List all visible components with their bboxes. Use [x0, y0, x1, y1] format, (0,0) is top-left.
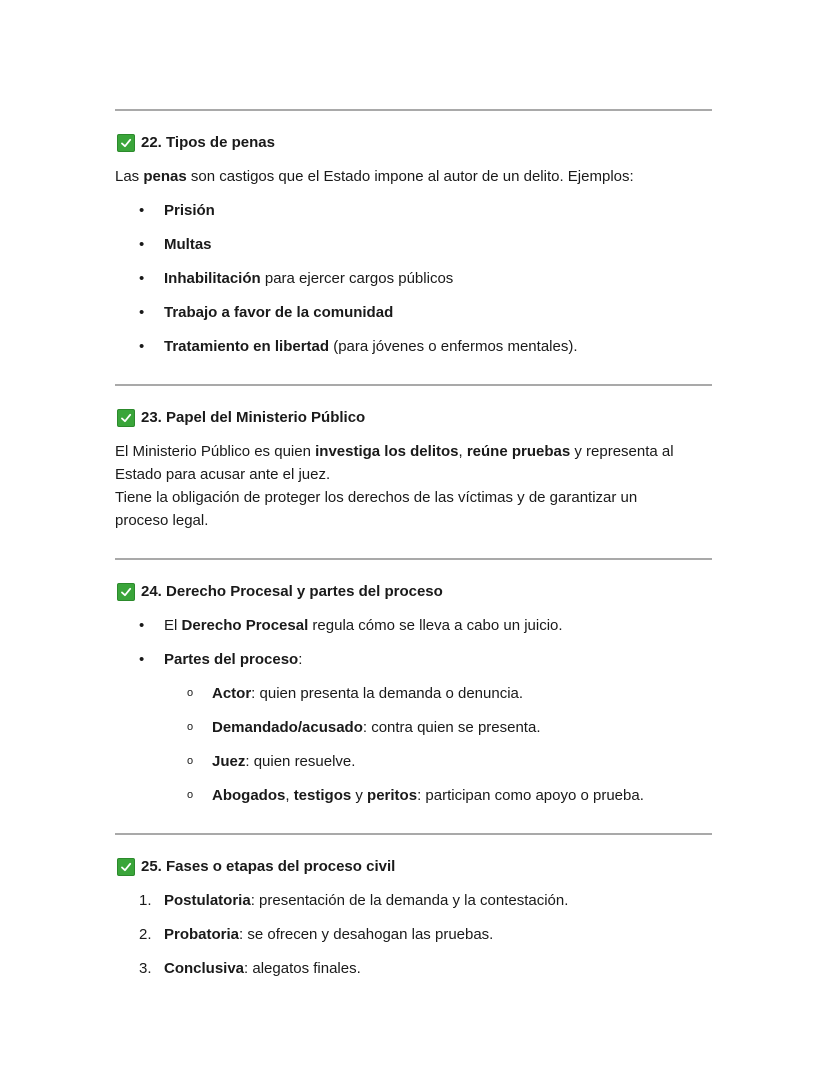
section-heading [115, 855, 712, 878]
text: : alegatos finales. [244, 960, 361, 977]
text: regula cómo se lleva a cabo un juicio. [308, 617, 563, 634]
bullet-icon: • [139, 338, 145, 355]
bold-text: Derecho Procesal [181, 617, 309, 634]
text: proceso legal. [115, 512, 209, 529]
check-mark-button-icon [117, 583, 135, 601]
bold-text: Prisión [164, 202, 215, 219]
text: son castigos que el Estado impone al autor de un delito. Ejemplos: [186, 168, 634, 185]
text: : quien presenta la demanda o denuncia. [251, 685, 524, 702]
section [115, 560, 712, 833]
bold-text: reúne pruebas [466, 443, 571, 460]
numbered-list-item [115, 889, 712, 912]
list-item [115, 233, 712, 256]
section [115, 835, 712, 1006]
text: Estado para acusar ante el juez. [115, 466, 331, 483]
section-heading [115, 131, 712, 154]
paragraph-line [115, 486, 712, 509]
text: El Ministerio Público es quien [115, 443, 316, 460]
bullet-icon: • [139, 651, 145, 668]
check-mark-button-icon [117, 858, 135, 876]
list-item [115, 267, 712, 290]
text: El [164, 617, 182, 634]
bold-text: Multas [164, 236, 212, 253]
section-title: 22. Tipos de penas [141, 134, 275, 151]
hollow-bullet-icon: o [187, 721, 194, 733]
bold-text: Juez [212, 753, 246, 770]
section [115, 386, 712, 558]
hollow-bullet-icon: o [187, 789, 194, 801]
bold-text: Actor [212, 685, 252, 702]
text: para ejercer cargos públicos [260, 270, 454, 287]
bold-text: penas [143, 168, 187, 185]
list-number: 3. [139, 960, 152, 977]
text: : quien resuelve. [245, 753, 356, 770]
numbered-list-item [115, 957, 712, 980]
section-heading [115, 406, 712, 429]
list-number: 2. [139, 926, 152, 943]
section-title: 25. Fases o etapas del proceso civil [141, 858, 396, 875]
list-item [115, 716, 712, 739]
list-item [115, 784, 712, 807]
bullet-icon: • [139, 270, 145, 287]
bold-text: testigos [293, 787, 352, 804]
bold-text: peritos [367, 787, 418, 804]
list-item [115, 335, 712, 358]
section [115, 111, 712, 384]
list-item [115, 682, 712, 705]
text: : [298, 651, 303, 668]
list-item [115, 750, 712, 773]
bullet-icon: • [139, 617, 145, 634]
bullet-icon: • [139, 202, 145, 219]
bold-text: Postulatoria [164, 892, 251, 909]
list-item [115, 614, 712, 637]
paragraph-line [115, 509, 712, 532]
section-heading [115, 580, 712, 603]
paragraph-line [115, 463, 712, 486]
text: , [458, 443, 467, 460]
bold-text: Inhabilitación [164, 270, 261, 287]
bold-text: Tratamiento en libertad [164, 338, 330, 355]
text: Las [115, 168, 144, 185]
section-title: 24. Derecho Procesal y partes del proceso [141, 583, 443, 600]
check-mark-button-icon [117, 409, 135, 427]
numbered-list-item [115, 923, 712, 946]
paragraph [115, 165, 712, 188]
bold-text: investiga los delitos [315, 443, 459, 460]
text: : se ofrecen y desahogan las pruebas. [239, 926, 494, 943]
section-title: 23. Papel del Ministerio Público [141, 409, 366, 426]
check-mark-button-icon [117, 134, 135, 152]
text: Tiene la obligación de proteger los derechos de las víctimas y de garantizar un [115, 489, 638, 506]
text: , [285, 787, 294, 804]
list-number: 1. [139, 892, 152, 909]
paragraph-line [115, 440, 712, 463]
text: : presentación de la demanda y la contestación. [250, 892, 569, 909]
bold-text: Trabajo a favor de la comunidad [164, 304, 394, 321]
list-item [115, 199, 712, 222]
text: : participan como apoyo o prueba. [417, 787, 644, 804]
paragraph [115, 440, 712, 532]
list-item [115, 648, 712, 671]
bold-text: Conclusiva [164, 960, 245, 977]
hollow-bullet-icon: o [187, 687, 194, 699]
bold-text: Partes del proceso [164, 651, 299, 668]
bold-text: Abogados [212, 787, 286, 804]
text: y [351, 787, 368, 804]
bullet-icon: • [139, 236, 145, 253]
text: : contra quien se presenta. [362, 719, 541, 736]
hollow-bullet-icon: o [187, 755, 194, 767]
document-body [115, 109, 712, 1006]
text: y representa al [570, 443, 674, 460]
bold-text: Probatoria [164, 926, 240, 943]
list-item [115, 301, 712, 324]
paragraph-line [115, 165, 712, 188]
bold-text: Demandado/acusado [212, 719, 363, 736]
text: (para jóvenes o enfermos mentales). [329, 338, 578, 355]
bullet-icon: • [139, 304, 145, 321]
